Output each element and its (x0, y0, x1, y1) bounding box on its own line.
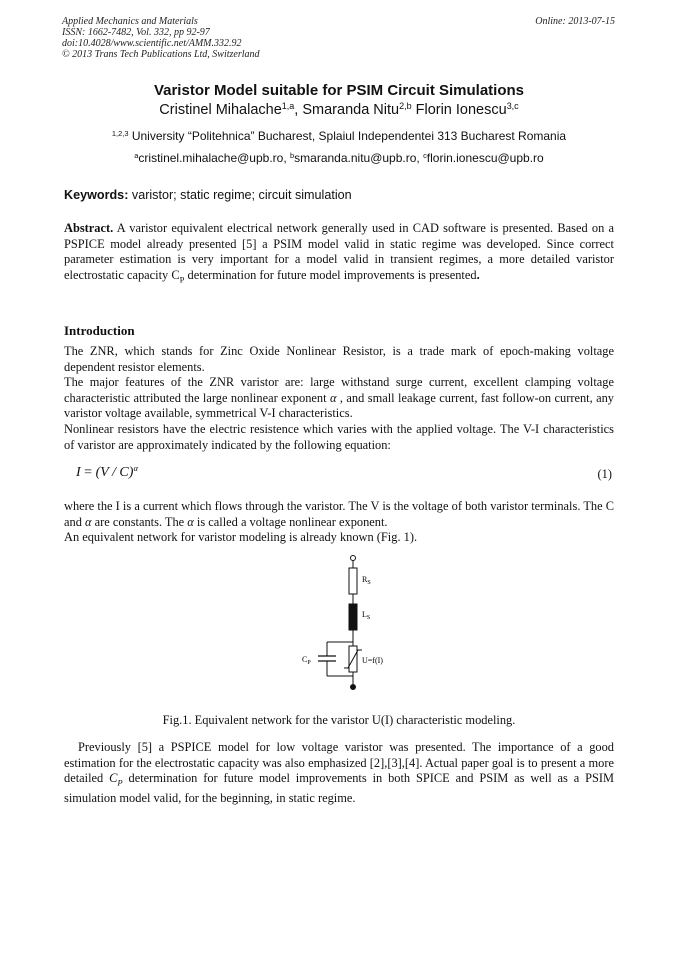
running-header (62, 16, 260, 60)
author-list: Cristinel Mihalache$^{1,a}$, Smaranda Nitu$^{2,b}$ Florin Ionescu$^{3,c}$ (159, 101, 519, 118)
uf-label: U=f(I) (362, 656, 383, 665)
author-name: Smaranda Nitu (302, 102, 400, 118)
paragraph: The ZNR, which stands for Zinc Oxide Nonlinear Resistor, is a trade mark of epoch-making voltage dependent resistor elements. (64, 344, 614, 374)
copyright-line: © 2013 Trans Tech Publications Ltd, Switzerland (62, 49, 260, 60)
issn-line: ISSN: 1662-7482, Vol. 332, pp 92-97 (62, 27, 210, 38)
rs-label: $R_S$ (362, 575, 371, 586)
intro-paragraphs (64, 344, 614, 453)
resistor-rs (349, 568, 357, 594)
author-name: Florin Ionescu (415, 102, 507, 118)
figure-caption: Fig.1. Equivalent network for the varistor U(I) characteristic modeling. (162, 713, 516, 727)
circuit-diagram (290, 552, 410, 698)
paragraph: The major features of the ZNR varistor are: large withstand surge current, excellent clamping voltage characteristic attributed the large nonlinear exponent α , and small leakage current, fast follow-on current, any varistor voltage available, symmetrical V-I characteristics. (64, 375, 614, 421)
doi-line: doi:10.4028/www.scientific.net/AMM.332.92 (62, 38, 242, 49)
equation-number: (1) (597, 467, 612, 481)
affiliation: $^{1,2,3}$ University “Politehnica” Bucharest, Splaiul Independentei 313 Bucharest Romania (111, 128, 567, 143)
cp-label: $C_P$ (302, 655, 311, 666)
paragraph: where the I is a current which flows through the varistor. The V is the voltage of both varistor terminals. The C and α are constants. The α is called a voltage nonlinear exponent. (64, 499, 614, 529)
intro-continued (64, 499, 614, 546)
terminal-top (351, 556, 356, 561)
paragraph: An equivalent network for varistor modeling is already known (Fig. 1). (64, 530, 418, 545)
closing-paragraph: Previously [5] a PSPICE model for low voltage varistor was presented. The importance of a good estimation for the electrostatic capacity was also emphasized [2],[3],[4]. Actual paper goal is to present a more detailed $C_P$ determination for future model improvements in both SPICE and PSIM as well as a PSIM simulation model valid, for the beginning, in static regime. (64, 740, 614, 806)
abstract: Abstract. A varistor equivalent electrical network generally used in CAD software is presented. Based on a PSPICE model already presented [5] a PSIM model valid in static regime was developed. Since correct parameter estimation is very important for a model valid in transient regimes, a more detailed varistor electrostatic capacity $C_P$ determination for future model improvements is presented. (64, 221, 614, 285)
online-date: Online: 2013-07-15 (535, 16, 615, 27)
journal-name: Applied Mechanics and Materials (62, 16, 198, 27)
email-address: cristinel.mihalache@upb.ro (138, 151, 284, 165)
equation: I = (V / C)$^\alpha$ (76, 463, 138, 480)
keywords: Keywords: varistor; static regime; circuit simulation (64, 188, 352, 202)
terminal-bottom (351, 685, 356, 690)
email-address: florin.ionescu@upb.ro (426, 151, 544, 165)
ls-label: $L_S$ (362, 610, 371, 621)
author-name: Cristinel Mihalache (159, 102, 282, 118)
section-heading: Introduction (64, 323, 135, 338)
inductor-ls (349, 604, 357, 630)
paper-title: Varistor Model suitable for PSIM Circuit Simulations (153, 82, 525, 99)
paragraph: Nonlinear resistors have the electric resistence which varies with the applied voltage. The V-I characteristics of varistor are approximately indicated by the following equation: (64, 421, 614, 452)
email-address: smaranda.nitu@upb.ro (294, 151, 417, 165)
email-list: $^a$cristinel.mihalache@upb.ro, $^b$smaranda.nitu@upb.ro, $^c$florin.ionescu@upb.ro (134, 150, 544, 165)
